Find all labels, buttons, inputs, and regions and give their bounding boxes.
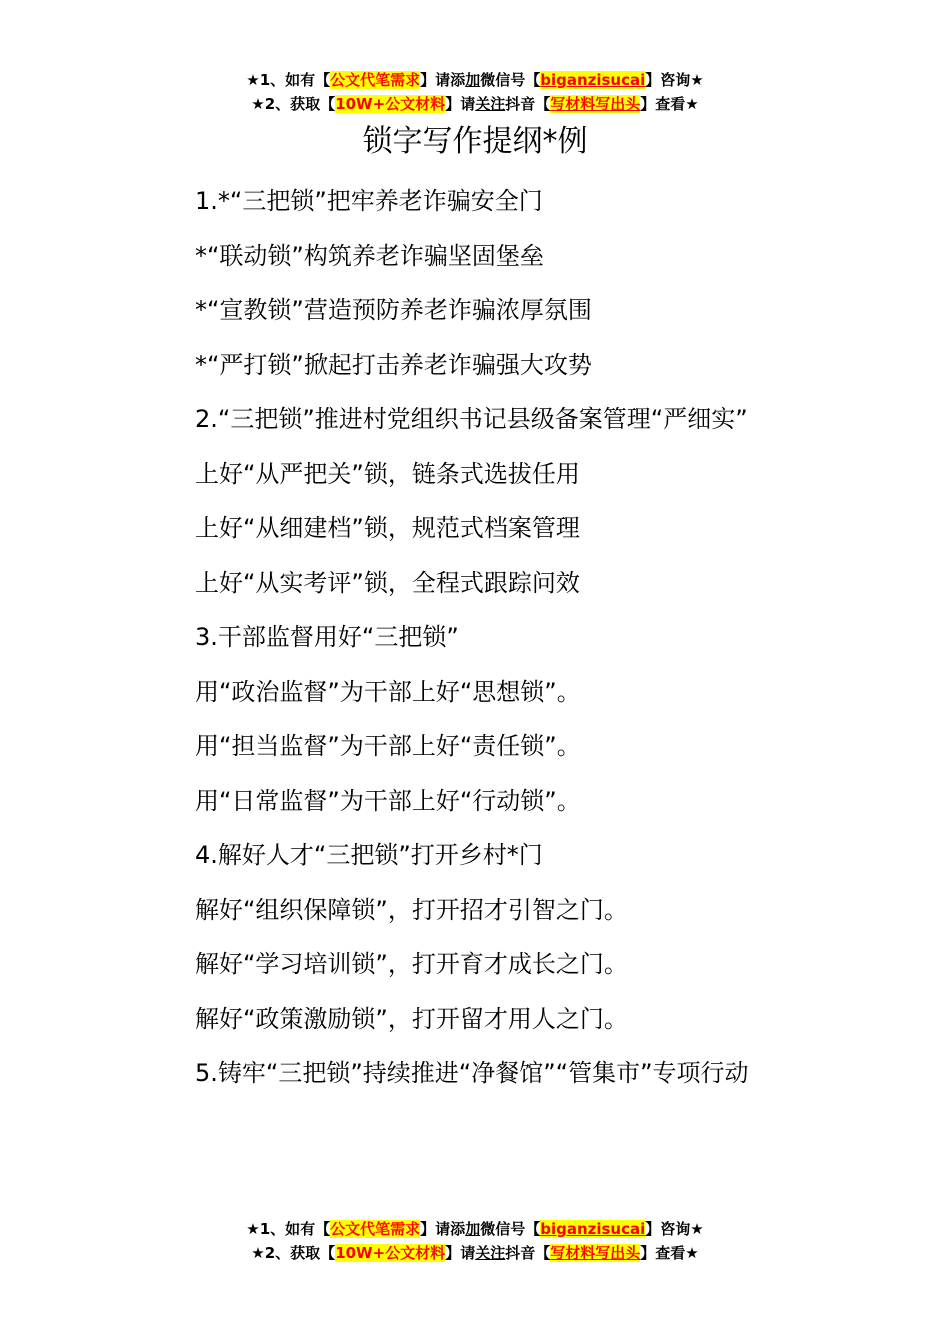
document-title: 锁字写作提纲*例 <box>362 124 588 159</box>
paragraph-2: *“联动锁”构筑养老诈骗坚固堡垒 <box>195 241 544 270</box>
paragraph-3: *“宣教锁”营造预防养老诈骗浓厚氛围 <box>195 296 592 324</box>
banner-line-1 <box>0 68 950 92</box>
banner-underlined: 加 <box>465 71 481 89</box>
banner-wechat-id: biganzisucai <box>540 1220 646 1238</box>
paragraph-8: 上好“从实考评”锁，全程式跟踪问效 <box>195 568 580 597</box>
banner-line-2 <box>0 1241 950 1265</box>
banner-text: 微信号【 <box>480 1220 541 1238</box>
banner-underlined: 加 <box>465 1220 481 1238</box>
banner-douyin-name: 写材料写出头 <box>550 95 641 113</box>
paragraph-11: 用“担当监督”为干部上好“责任锁”。 <box>195 732 581 760</box>
banner-text: ★2、获取【 <box>251 1244 336 1262</box>
banner-text: 抖音【 <box>505 1244 551 1262</box>
banner-highlight: 公文代笔需求 <box>330 1220 421 1238</box>
banner-underlined: 关注 <box>475 95 506 113</box>
paragraph-9: 3.干部监督用好“三把锁” <box>195 623 459 651</box>
paragraph-5: 2.“三把锁”推进村党组织书记县级备案管理“严细实” <box>195 405 748 433</box>
paragraph-1: 1.*“三把锁”把牢养老诈骗安全门 <box>195 187 543 215</box>
banner-text: 抖音【 <box>505 95 551 113</box>
banner-line-2 <box>0 92 950 116</box>
paragraph-7: 上好“从细建档”锁，规范式档案管理 <box>195 514 580 542</box>
banner-highlight: 10W+公文材料 <box>335 95 446 113</box>
banner-text: 】查看★ <box>640 1244 699 1262</box>
banner-wechat-id: biganzisucai <box>540 71 646 89</box>
paragraph-10: 用“政治监督”为干部上好“思想锁”。 <box>195 677 581 706</box>
banner-text: 】咨询★ <box>645 1220 704 1238</box>
paragraph-14: 解好“组织保障锁”，打开招才引智之门。 <box>195 895 628 924</box>
paragraph-12: 用“日常监督”为干部上好“行动锁”。 <box>195 786 581 815</box>
header-banner <box>0 68 950 116</box>
banner-highlight: 10W+公文材料 <box>335 1244 446 1262</box>
banner-text: 】请 <box>445 95 476 113</box>
banner-line-1 <box>0 1217 950 1241</box>
paragraph-6: 上好“从严把关”锁，链条式选拔任用 <box>195 459 580 488</box>
banner-text: 】请添 <box>420 1220 466 1238</box>
paragraph-4: *“严打锁”掀起打击养老诈骗强大攻势 <box>195 350 592 379</box>
banner-text: 】咨询★ <box>645 71 704 89</box>
paragraph-16: 解好“政策激励锁”，打开留才用人之门。 <box>195 1004 628 1033</box>
paragraph-15: 解好“学习培训锁”，打开育才成长之门。 <box>195 950 628 978</box>
banner-douyin-name: 写材料写出头 <box>550 1244 641 1262</box>
banner-text: 】请添 <box>420 71 466 89</box>
footer-banner <box>0 1217 950 1265</box>
banner-text: 微信号【 <box>480 71 541 89</box>
banner-text: ★2、获取【 <box>251 95 336 113</box>
banner-text: ★1、如有【 <box>246 1220 331 1238</box>
banner-text: 】查看★ <box>640 95 699 113</box>
document-body <box>143 174 811 1101</box>
banner-text: ★1、如有【 <box>246 71 331 89</box>
paragraph-17: 5.铸牢“三把锁”持续推进“净餐馆”“管集市”专项行动 <box>195 1059 749 1087</box>
banner-underlined: 关注 <box>475 1244 506 1262</box>
paragraph-13: 4.解好人才“三把锁”打开乡村*门 <box>195 841 543 869</box>
banner-highlight: 公文代笔需求 <box>330 71 421 89</box>
banner-text: 】请 <box>445 1244 476 1262</box>
